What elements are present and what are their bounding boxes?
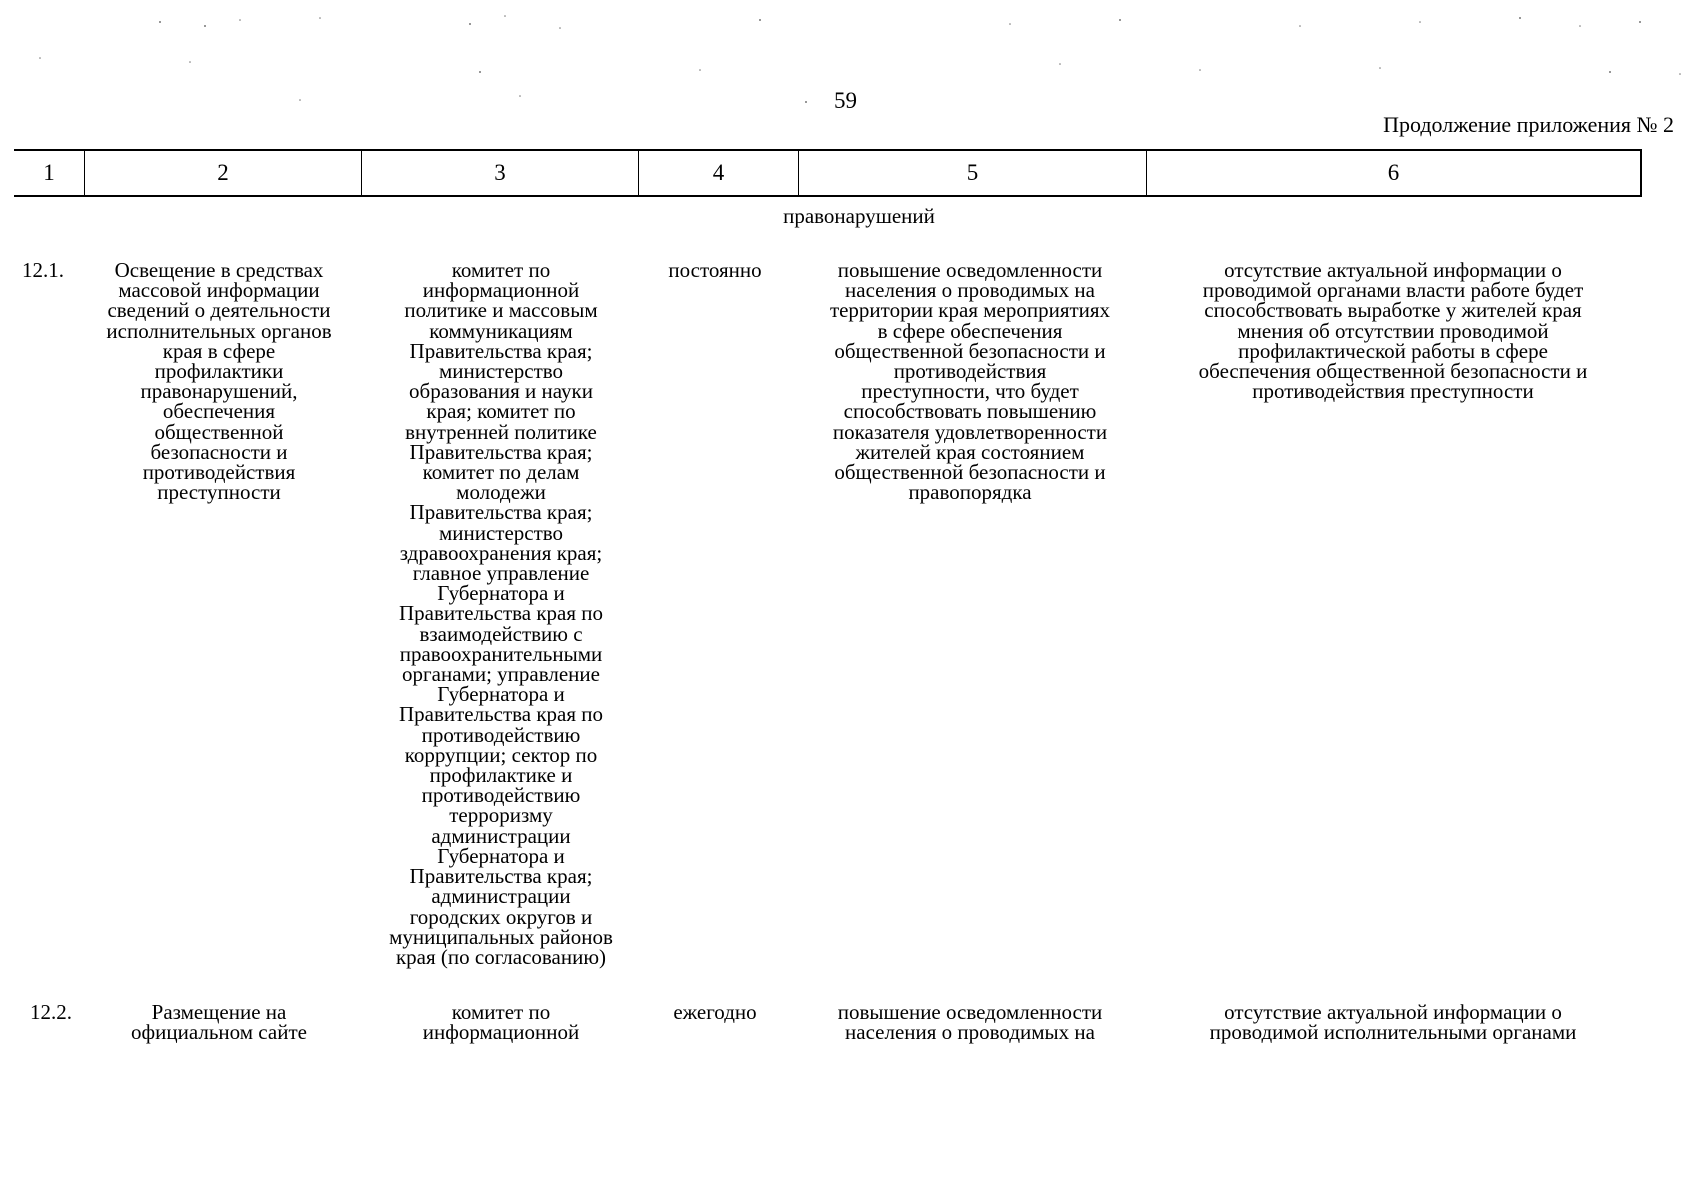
- column-number-2: 2: [84, 151, 361, 195]
- column-number-4: 4: [638, 151, 798, 195]
- page-number: 59: [834, 88, 857, 113]
- executors-cell: комитет по информационной: [422, 1000, 580, 1045]
- executors-cell: комитет по информационной политике и массовым коммуникациям Правительства края; министерство образования и науки края; комитет по внутренней политике Правительства края; комитет по делам молодежи Правительства края; министерство здравоохранения края; главное управление Губернатора и Правительства края по взаимодействию с правоохранительными органами; управление Губернатора и Правительства края по противодействию коррупции; сектор по профилактике и противодействию терроризму администрации Губернатора и Правительства края; администрации городских округов и муниципальных районов края (по согласованию): [389, 258, 613, 969]
- section-title-continuation: правонарушений: [783, 204, 935, 228]
- activity-cell: Освещение в средствах массовой информации сведений о деятельности исполнительных органов края в сфере профилактики правонарушений, обеспечения общественной безопасности и противодействия преступности: [106, 258, 332, 505]
- column-number-header: [14, 149, 1642, 197]
- continuation-note: Продолжение приложения № 2: [1383, 112, 1674, 137]
- column-number-3: 3: [361, 151, 638, 195]
- consequences-cell: отсутствие актуальной информации о проводимой органами власти работе будет способствовать выработке у жителей края мнения об отсутствии проводимой профилактической работы в сфере обеспечения общественной безопасности и противодействия преступности: [1198, 258, 1588, 404]
- result-cell: повышение осведомленности населения о проводимых на территории края мероприятиях в сфере обеспечения общественной безопасности и противодействия преступности, что будет способствовать повышению показателя удовлетворенности жителей края состоянием общественной безопасности и правопорядка: [829, 258, 1111, 505]
- result-cell: повышение осведомленности населения о проводимых на: [837, 1000, 1103, 1045]
- column-number-5: 5: [798, 151, 1146, 195]
- column-number-1: 1: [43, 160, 55, 185]
- term-cell: ежегодно: [673, 1000, 757, 1024]
- term-cell: постоянно: [668, 258, 762, 282]
- column-number-6: 6: [1146, 151, 1640, 195]
- row-number: 12.2.: [30, 1000, 72, 1024]
- consequences-cell: отсутствие актуальной информации о проводимой исполнительными органами: [1209, 1000, 1577, 1045]
- activity-cell: Размещение на официальном сайте: [131, 1000, 307, 1045]
- row-number: 12.1.: [22, 258, 64, 282]
